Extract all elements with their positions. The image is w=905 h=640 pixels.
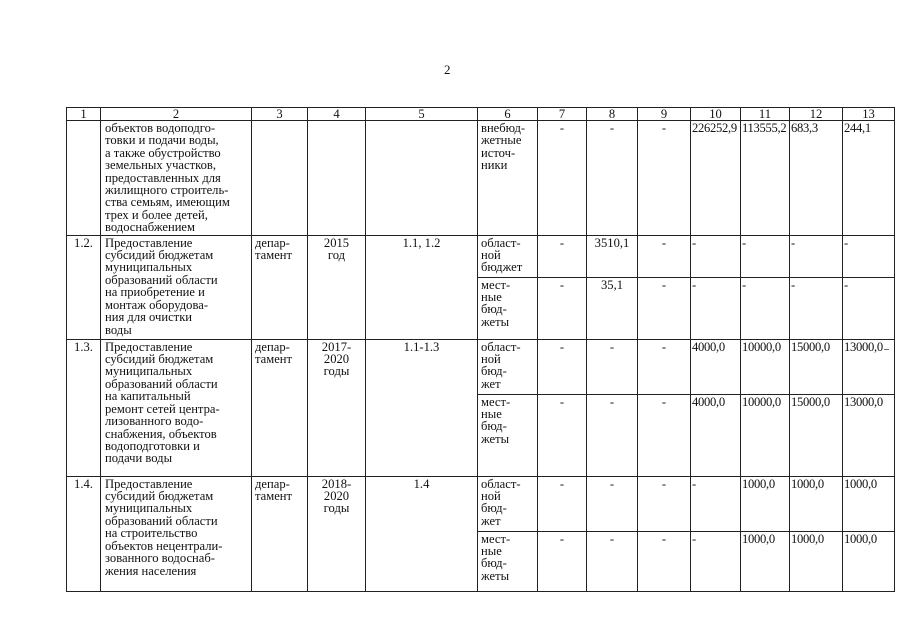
value-cell: - <box>638 531 691 591</box>
funding-source-text: област- ной бюд- жет <box>481 476 521 528</box>
value-cell: - <box>638 476 691 531</box>
row-number-cell-text: 1.2. <box>74 235 93 250</box>
value-cell: 4000,0 <box>691 394 741 476</box>
activity-description-cell <box>101 235 252 339</box>
value-cell: - <box>691 235 741 277</box>
value-cell: - <box>691 531 741 591</box>
value-cell: 113555,2 <box>741 121 790 236</box>
value-cell: 10000,0 <box>741 394 790 476</box>
value-cell: 1000,0 <box>741 531 790 591</box>
funding-source-cell <box>478 531 538 591</box>
value-cell: - <box>538 235 587 277</box>
value-cell: - <box>638 121 691 236</box>
page-number: 2 <box>444 62 451 77</box>
value-cell: - <box>843 277 895 339</box>
executor-cell-text: депар- тамент <box>255 339 293 367</box>
task-cell <box>366 121 478 236</box>
value-cell: - <box>538 476 587 531</box>
funding-source-text: област- ной бюджет <box>481 235 523 275</box>
header-cell: 1 <box>67 108 101 121</box>
funding-source-cell <box>478 277 538 339</box>
row-number-cell-text: 1.3. <box>74 339 93 354</box>
value-cell: 683,3 <box>790 121 843 236</box>
value-cell: 4000,0 <box>691 339 741 394</box>
activity-description-cell-text: объектов водоподго- товки и подачи воды, а также обустройство земельных участков, предоставленных для жилищного строитель- ства семьям, имеющим трех и более детей, водоснабжением <box>105 121 230 235</box>
value-cell: - <box>691 277 741 339</box>
value-cell: 1000,0 <box>790 476 843 531</box>
funding-source-text: мест- ные бюд- жеты <box>481 277 511 329</box>
value-cell: 35,1 <box>587 277 638 339</box>
value-cell: - <box>587 339 638 394</box>
task-cell <box>366 235 478 339</box>
row-number-cell <box>67 476 101 591</box>
table-row <box>67 339 895 394</box>
activity-description-cell-text: Предоставление субсидий бюджетам муниципальных образований области на капитальный ремонт сетей центра- лизованного водо- снабжения, объектов водоподготовки и подачи воды <box>105 339 220 466</box>
row-number-cell-text: 1.4. <box>74 476 93 491</box>
funding-source-cell <box>478 339 538 394</box>
value-cell: - <box>538 121 587 236</box>
value-cell: - <box>741 277 790 339</box>
header-cell: 9 <box>638 108 691 121</box>
value-cell: - <box>587 531 638 591</box>
value-cell: - <box>538 277 587 339</box>
value-cell: - <box>790 235 843 277</box>
header-cell: 4 <box>308 108 366 121</box>
value-cell: 1000,0 <box>741 476 790 531</box>
table-row <box>67 235 895 277</box>
task-cell-text: 1.1, 1.2 <box>402 235 441 250</box>
value-cell: - <box>638 277 691 339</box>
task-cell-text: 1.4 <box>413 476 430 491</box>
value-cell: 226252,9 <box>691 121 741 236</box>
executor-cell-text: депар- тамент <box>255 235 293 263</box>
activity-description-cell-text: Предоставление субсидий бюджетам муниципальных образований области на строительство объектов нецентрали- зованного водоснаб- жения населения <box>105 476 223 578</box>
table-row <box>67 121 895 236</box>
task-cell-text: 1.1-1.3 <box>403 339 440 354</box>
value-cell: 13000,0 <box>843 394 895 476</box>
header-cell: 8 <box>587 108 638 121</box>
executor-cell-text: депар- тамент <box>255 476 293 504</box>
value-cell: - <box>587 121 638 236</box>
value-cell: - <box>843 235 895 277</box>
header-cell: 7 <box>538 108 587 121</box>
funding-source-cell <box>478 476 538 531</box>
period-cell <box>308 339 366 476</box>
period-cell-text: 2015 год <box>323 235 350 263</box>
header-cell: 3 <box>252 108 308 121</box>
value-cell: - <box>587 394 638 476</box>
task-cell <box>366 476 478 591</box>
value-cell: 15000,0 <box>790 394 843 476</box>
value-cell: 1000,0 <box>790 531 843 591</box>
activity-description-cell <box>101 476 252 591</box>
scan-mark <box>884 349 889 350</box>
row-number-cell <box>67 121 101 236</box>
funding-source-cell <box>478 394 538 476</box>
value-cell: - <box>638 339 691 394</box>
activity-description-cell-text: Предоставление субсидий бюджетам муниципальных образований области на приобретение и монтаж оборудова- ния для очистки воды <box>105 235 218 337</box>
header-cell: 11 <box>741 108 790 121</box>
value-cell: 10000,0 <box>741 339 790 394</box>
program-table <box>66 107 895 592</box>
task-cell <box>366 339 478 476</box>
funding-source-cell <box>478 235 538 277</box>
funding-source-text: внебюд- жетные источ- ники <box>481 121 526 173</box>
value-cell: 3510,1 <box>587 235 638 277</box>
value-cell: - <box>638 235 691 277</box>
row-number-cell <box>67 235 101 339</box>
value-cell: - <box>790 277 843 339</box>
value-cell: 244,1 <box>843 121 895 236</box>
value-cell: 1000,0 <box>843 531 895 591</box>
executor-cell <box>252 476 308 591</box>
header-cell: 13 <box>843 108 895 121</box>
header-cell: 2 <box>101 108 252 121</box>
period-cell-text: 2018- 2020 годы <box>321 476 352 516</box>
value-cell: - <box>538 394 587 476</box>
value-cell: - <box>638 394 691 476</box>
activity-description-cell <box>101 121 252 236</box>
value-cell: - <box>587 476 638 531</box>
period-cell <box>308 476 366 591</box>
funding-source-text: мест- ные бюд- жеты <box>481 531 511 583</box>
executor-cell <box>252 121 308 236</box>
period-cell-text: 2017- 2020 годы <box>321 339 352 379</box>
header-cell: 12 <box>790 108 843 121</box>
funding-source-text: мест- ные бюд- жеты <box>481 394 511 446</box>
value-cell: - <box>538 339 587 394</box>
row-number-cell <box>67 339 101 476</box>
funding-source-text: област- ной бюд- жет <box>481 339 521 391</box>
period-cell <box>308 235 366 339</box>
value-cell: 13000,0 <box>843 339 895 394</box>
executor-cell <box>252 235 308 339</box>
value-cell: - <box>741 235 790 277</box>
activity-description-cell <box>101 339 252 476</box>
period-cell <box>308 121 366 236</box>
header-cell: 6 <box>478 108 538 121</box>
value-cell: - <box>691 476 741 531</box>
header-cell: 10 <box>691 108 741 121</box>
header-row <box>67 108 895 121</box>
value-cell: 1000,0 <box>843 476 895 531</box>
funding-source-cell <box>478 121 538 236</box>
value-cell: - <box>538 531 587 591</box>
table-row <box>67 476 895 531</box>
executor-cell <box>252 339 308 476</box>
header-cell: 5 <box>366 108 478 121</box>
value-cell: 15000,0 <box>790 339 843 394</box>
